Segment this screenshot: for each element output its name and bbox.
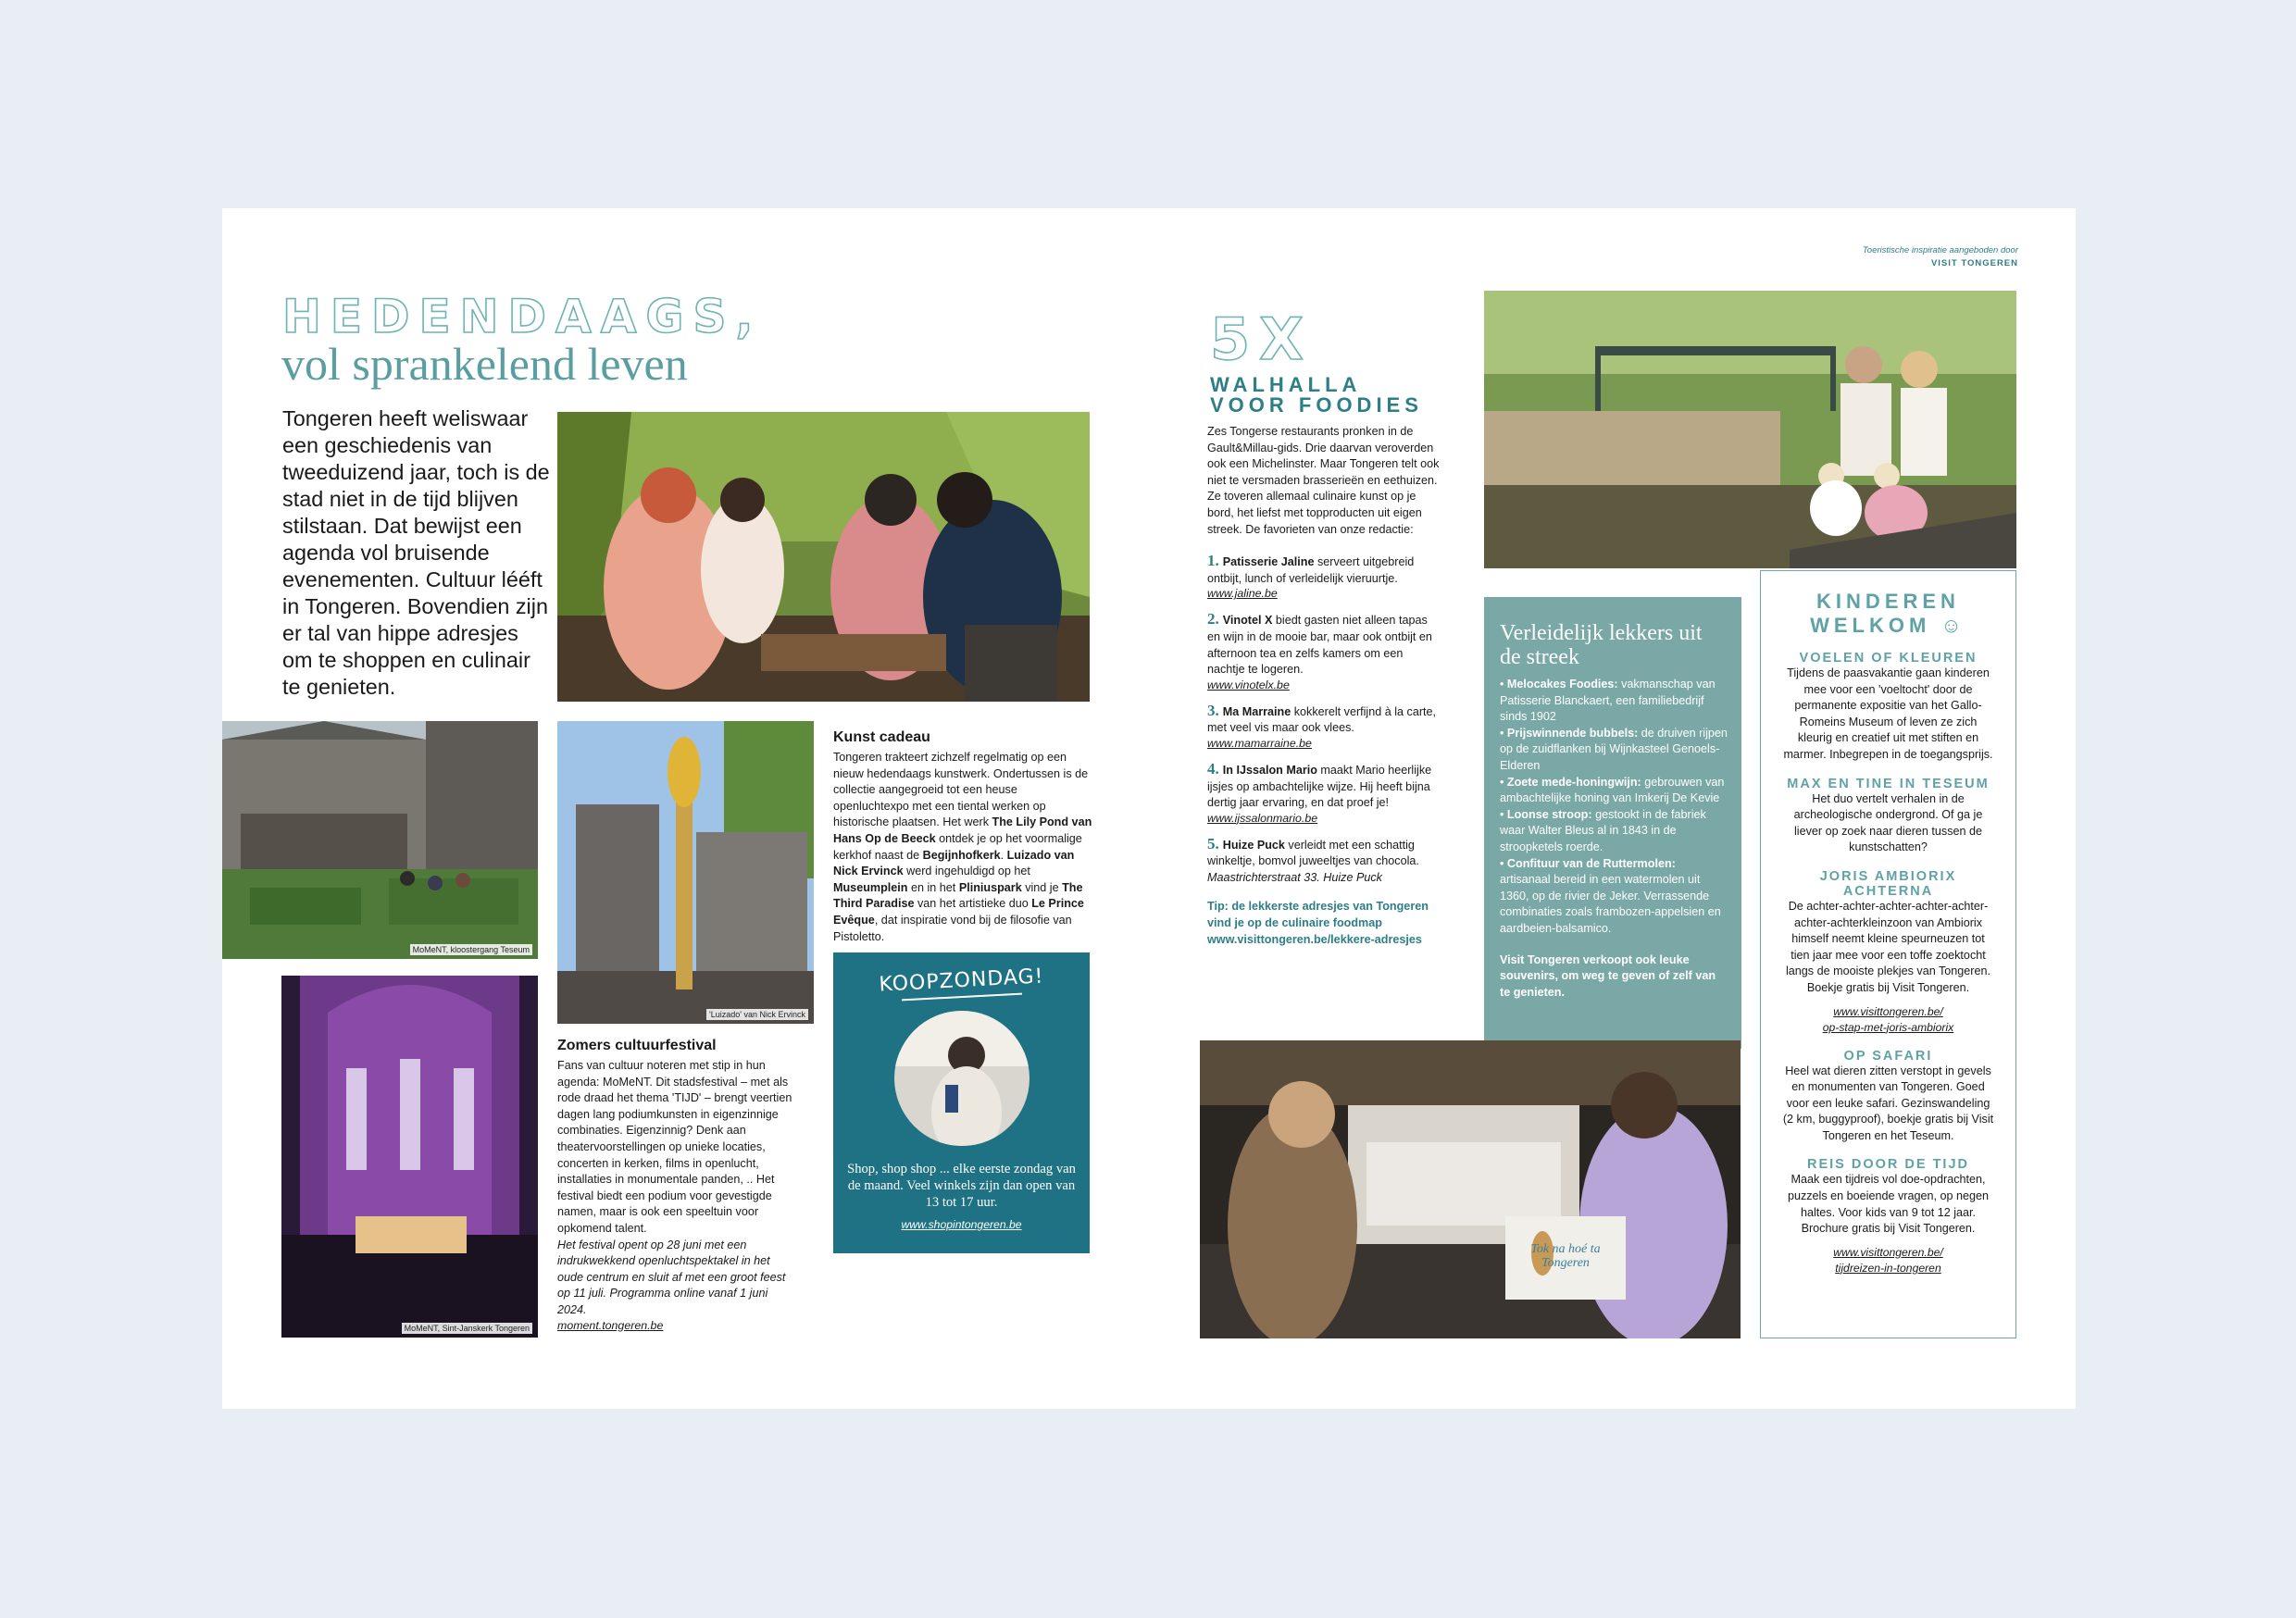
food-item-name: In IJssalon Mario [1222,763,1317,777]
lekkers-list [1500,677,1728,938]
caption-statue: 'Luizado' van Nick Ervinck [706,1009,808,1020]
kids-section-text: Tijdens de paasvakantie gaan kinderen mee voor een 'voeltocht' door de permanente expositie van het Gallo-Romeins Museum of leven ze zich kleurig en creatief uit met stiften en marmer. Inbegrepen in de toegangsprijs. [1783,666,1993,761]
kids-section [1761,651,2015,764]
kunst-text-6: vind je [1021,880,1063,894]
food-item-name: Ma Marraine [1222,704,1292,718]
koopzondag-title: KOOPZONDAG! [878,965,1045,997]
kids-section-text: Maak een tijdreis vol doe-opdrachten, puzzels en boeiende vragen, op negen haltes. Voor kids van 9 tot 12 jaar. Brochure gratis bij Visit Tongeren. [1787,1173,1990,1236]
food-item-name: Vinotel X [1222,614,1273,628]
kids-section-link-2[interactable]: tijdreizen-in-tongeren [1835,1261,1941,1275]
foodmap-link[interactable]: www.visittongeren.be/lekkere-adresjes [1207,932,1422,946]
kids-section-text: Het duo vertelt verhalen in de archeologische ondergrond. Of ga je liever op zoek naar dieren tussen de kunstschatten? [1793,791,1983,854]
photo-terrace-toast [557,412,1090,702]
photo-cloister [222,721,538,959]
food-item-link[interactable]: www.ijssalonmario.be [1207,811,1318,825]
kunst-bold-7: Le Prince Evêque [833,897,1084,927]
kids-section-heading: MAX EN TINE IN TESEUM [1787,776,1990,791]
food-item-number: 4. [1207,759,1219,778]
kids-section-link-1[interactable]: www.visittongeren.be/ [1833,1245,1943,1259]
page-title: HEDENDAAGS, [282,290,763,343]
kunst-body [833,750,1092,945]
page-subtitle: vol sprankelend leven [281,338,688,390]
kids-title-2-text: WELKOM [1810,614,1931,637]
smiley-icon: ☺ [1940,614,1966,637]
lekkers-item: • Prijswinnende bubbels: de druiven rijpen op de zuidflanken bij Wijnkasteel Genoels-Elderen [1500,726,1728,772]
lekkers-item-name: Prijswinnende bubbels: [1506,726,1639,740]
photo-church-concert [281,976,538,1338]
kunst-bold-3: Luizado van Nick Ervinck [833,848,1075,878]
kids-title-1: KINDEREN [1816,590,1960,613]
festival-italic: Het festival opent op 28 juni met een indrukwekkend openluchtspektakel in het oude centrum en sluit af met een groot feest op 11 juli. Programma online vanaf 1 juni 2024. [557,1238,786,1316]
food-item-number: 5. [1207,834,1219,853]
kids-section [1761,1049,2015,1145]
lekkers-item-name: Melocakes Foodies: [1506,678,1618,691]
lekkers-item-text: gebrouwen van ambachtelijke honing van Imkerij De Kevie [1500,775,1725,805]
food-item [1207,836,1441,870]
shopper-photo [894,1011,1029,1146]
festival-heading: Zomers cultuurfestival [557,1038,717,1053]
kunst-bold-4: Museumplein [833,880,908,894]
food-item-text: kokkerelt verfijnd à la carte, met veel vis maar ook vlees. [1207,704,1437,735]
kids-section-heading: OP SAFARI [1843,1048,1933,1064]
lekkers-item-text: artisanaal bereid in een watermolen uit 1360, op de rivier de Jeker. Verrassende combinaties zoals frambozen-appelsien en aardbeien-balsamico. [1500,873,1721,935]
kids-section [1761,777,2015,856]
festival-body: Fans van cultuur noteren met stip in hun agenda: MoMeNT. Dit stadsfestival – met als rode draad het thema 'TIJD' – brengt veertien dagen lang podiumkunsten in eigenzinnige combinaties. Eigenzinnig? Denk aan theatervoorstellingen op unieke locaties, concerten in kerken, films in openlucht, installaties in monumentale panden, .. Het festival biedt een podium voor gevestigde namen, maar is ook een speeltuin voor opkomend talent. [557,1059,792,1235]
kunst-bold-5: Pliniuspark [958,880,1022,894]
kunst-text-8: , dat inspiratie vond bij de filosofie van Pistoletto. [833,913,1072,943]
food-item-number: 2. [1207,610,1219,629]
kunst-text-7: van het artistieke duo [914,897,1032,911]
food-item-text: maakt Mario heerlijke ijsjes op ambachtelijke wijze. Hij heeft bijna dertig jaar ervaring, en dat proef je! [1207,763,1432,810]
koopzondag-text: Shop, shop shop ... elke eerste zondag van de maand. Veel winkels zijn dan open van 13 tot 17 uur. [847,1162,1076,1210]
festival-article [557,1038,796,1332]
photo-family-river [1484,291,2016,568]
kunst-bold-6: The Third Paradise [833,880,1083,911]
kunst-article [833,729,1092,945]
kids-section-heading: REIS DOOR DE TIJD [1807,1157,1969,1173]
lekkers-box [1484,597,1741,1049]
lekkers-item-name: Loonse stroop: [1506,807,1592,821]
food-item-text: biedt gasten niet alleen tapas en wijn in de mooie bar, maar ook ontbijt en afternoon tea en zelfs kamers om een nachtje te logeren. [1207,614,1432,677]
lekkers-item-text: gestookt in de fabriek waar Walter Bleus al in 1843 in de stroopketels roerde. [1500,807,1706,853]
festival-link[interactable]: moment.tongeren.be [557,1318,664,1332]
kunst-heading: Kunst cadeau [833,729,930,745]
kunst-text-5: en in het [907,880,959,894]
food-item-number: 3. [1207,701,1219,719]
lekkers-item: • Melocakes Foodies: vakmanschap van Patisserie Blanckaert, een familiebedrijf sinds 1902 [1500,678,1716,724]
food-item-address: Maastrichterstraat 33. Huize Puck [1207,870,1382,884]
foodies-big-number: 5X [1210,305,1313,373]
photo-luizado-statue [557,721,814,1024]
food-item-link[interactable]: www.jaline.be [1207,587,1278,601]
kunst-bold-2: Begijnhofkerk [922,848,1001,862]
lekkers-item-text: vakmanschap van Patisserie Blanckaert, een familiebedrijf sinds 1902 [1500,678,1716,724]
food-item [1207,703,1441,737]
kids-section-link-1[interactable]: www.visittongeren.be/ [1833,1004,1943,1018]
magazine-spread [222,208,2076,1409]
foodies-title-2: VOOR FOODIES [1210,393,1423,417]
koopzondag-link[interactable]: www.shopintongeren.be [901,1218,1022,1231]
lekkers-item-name: Confituur van de Ruttermolen: [1506,856,1676,870]
kids-section-text: Heel wat dieren zitten verstopt in gevels en monumenten van Tongeren. Goed voor een leuke safari. Gezinswandeling (2 km, buggyproof), boekje gratis bij Visit Tongeren en het Teseum. [1782,1064,1994,1142]
foodies-article [1207,424,1441,948]
lekkers-item: • Confituur van de Ruttermolen: artisanaal bereid in een watermolen uit 1360, op de rivier de Jeker. Verrassende combinaties zoals frambozen-appelsien en aardbeien-balsamico. [1500,856,1721,935]
sponsor-header [1863,244,2018,270]
foodmap-tip-2: vind je op de culinaire foodmap [1207,916,1382,930]
lekkers-item: • Loonse stroop: gestookt in de fabriek waar Walter Bleus al in 1843 in de stroopketels roerde. [1500,807,1706,853]
caption-cloister: MoMeNT, kloostergang Teseum [410,944,532,955]
foodmap-tip-1: Tip: de lekkerste adresjes van Tongeren [1207,900,1429,914]
kids-section [1761,869,2015,1036]
lekkers-title: Verleidelijk lekkers uit de streek [1500,621,1703,669]
food-item-name: Patisserie Jaline [1222,555,1315,569]
food-item [1207,611,1441,678]
foodies-intro: Zes Tongerse restaurants pronken in de Gault&Millau-gids. Drie daarvan veroverden ook een Michelinster. Maar Tongeren telt ook niet te versmaden brasserieën en eethuizen. Ze toveren allemaal culinaire kunst op je bord, het liefst met topproducten uit eigen streek. De favorieten van onze redactie: [1207,425,1440,536]
lekkers-item: • Zoete mede-honingwijn: gebrouwen van ambachtelijke honing van Imkerij De Kevie [1500,775,1725,805]
kids-section-text: De achter-achter-achter-achter-achter-achter-achterkleinzoon van Ambiorix himself neemt kleine speurneuzen tot tien jaar mee voor een toffe zoektocht langs de mooiste plekjes van Tongeren. Boekje gratis bij Visit Tongeren. [1786,899,1990,994]
lekkers-item-name: Zoete mede-honingwijn: [1506,775,1641,789]
food-item-number: 1. [1207,552,1219,570]
food-item-link[interactable]: www.vinotelx.be [1207,678,1290,691]
kids-section-heading: JORIS AMBIORIX ACHTERNA [1819,868,1957,899]
kids-section-heading: VOELEN OF KLEUREN [1799,651,1978,666]
food-item-name: Huize Puck [1222,838,1285,852]
kunst-text-3: . [1000,848,1007,862]
koopzondag-box [833,952,1090,1253]
kids-box [1760,570,2016,1338]
kunst-text-4: werd ingehuldigd op het [903,865,1030,878]
food-item [1207,553,1441,587]
food-item-link[interactable]: www.mamarraine.be [1207,736,1312,750]
foodies-title-1: WALHALLA [1210,373,1362,396]
food-item-text: serveert uitgebreid ontbijt, lunch of verleidelijk vieruurtje. [1207,555,1415,585]
photo-shop-souvenirs [1200,1040,1741,1338]
kids-section-link-2[interactable]: op-stap-met-joris-ambiorix [1822,1020,1954,1034]
kids-title-2 [1761,614,2015,638]
caption-church: MoMeNT, Sint-Janskerk Tongeren [402,1323,532,1334]
food-item-text: verleidt met een schattig winkeltje, bomvol juweeltjes van chocola. [1207,838,1419,868]
food-item [1207,761,1441,812]
sponsor-line-1: Toeristische inspiratie aangeboden door [1862,245,2018,255]
lekkers-footer: Visit Tongeren verkoopt ook leuke souvenirs, om weg te geven of zelf van te genieten. [1500,952,1716,999]
sponsor-line-2: VISIT TONGEREN [1930,258,2018,268]
souvenir-box-label: Tok na hoé ta Tongeren [1530,1242,1601,1270]
lekkers-item-text: de druiven rijpen op de zuidflanken bij Wijnkasteel Genoels-Elderen [1500,726,1728,772]
kunst-bold-1: The Lily Pond van Hans Op de Beeck [833,815,1092,845]
kids-section [1761,1157,2015,1276]
kunst-text-2: ontdek je op het voormalige kerkhof naast de [833,831,1082,862]
intro-text: Tongeren heeft weliswaar een geschiedenis van tweeduizend jaar, toch is de stad niet in de tijd blijven stilstaan. Dat bewijst een agenda vol bruisende evenementen. Cultuur lééft in Tongeren. Bovendien zijn er tal van hippe adresjes om te shoppen en culinair te genieten. [282,406,550,699]
kunst-text-1: Tongeren trakteert zichzelf regelmatig op een nieuw hedendaags kunstwerk. Ondertussen is de collectie aangegroeid tot een heuse openluchtexpo met een tiental werken op historische plaatsen. Het werk [833,751,1089,829]
